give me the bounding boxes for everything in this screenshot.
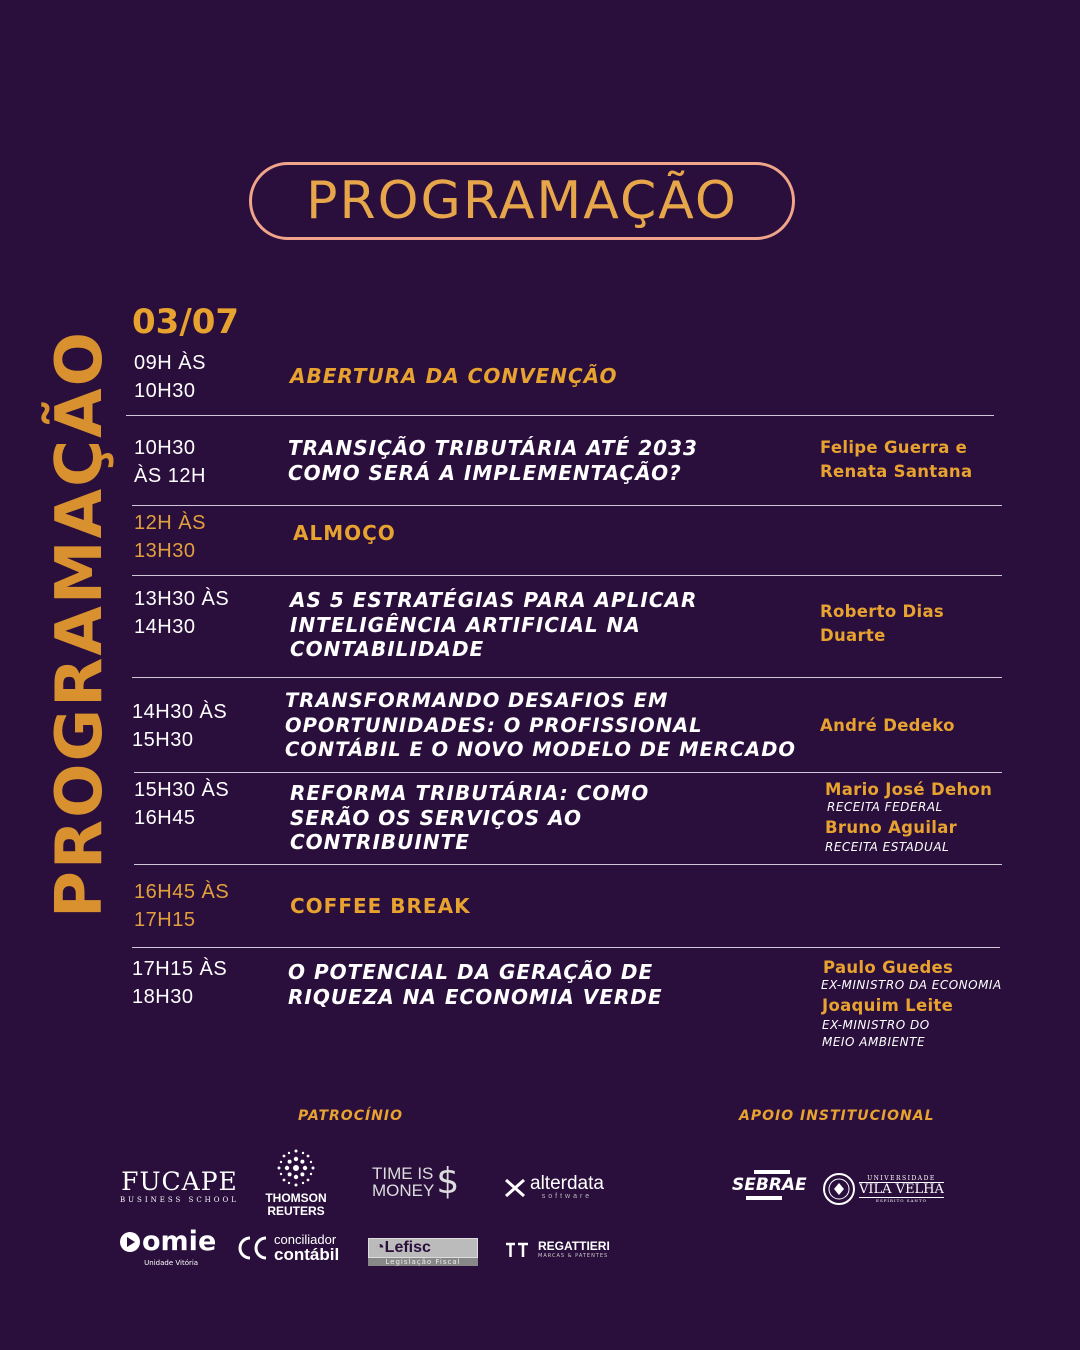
omie-play-icon xyxy=(120,1232,140,1252)
speaker-role: EX-MINISTRO DO MEIO AMBIENTE xyxy=(822,1018,930,1049)
title-pill xyxy=(249,162,795,240)
divider xyxy=(134,864,1002,865)
side-title: PROGRAMAÇÃO xyxy=(43,329,117,918)
speaker-name: Bruno Aguilar xyxy=(825,818,958,837)
time-is-money-logo: TIME IS MONEY $ xyxy=(372,1161,460,1202)
time-slot: 17H15 ÀS 18H30 xyxy=(132,958,228,1008)
talk-title: TRANSIÇÃO TRIBUTÁRIA ATÉ 2033 COMO SERÁ A IMPLEMENTAÇÃO? xyxy=(288,436,698,485)
uvv-logo: UNIVERSIDADE VILA VELHA ESPÍRITO SANTO xyxy=(822,1172,944,1206)
alterdata-mark-icon xyxy=(504,1178,526,1198)
speaker-names: Roberto Dias Duarte xyxy=(820,602,945,645)
alterdata-logo: alterdata software xyxy=(504,1175,604,1200)
talk-title: ABERTURA DA CONVENÇÃO xyxy=(290,364,618,388)
talk-title: AS 5 ESTRATÉGIAS PARA APLICAR INTELIGÊNCIA ARTIFICIAL NA CONTABILIDADE xyxy=(290,588,698,661)
divider xyxy=(132,677,1002,678)
speaker-names: André Dedeko xyxy=(820,716,955,735)
fucape-logo: FUCAPE BUSINESS SCHOOL xyxy=(120,1167,239,1204)
thomson-reuters-logo: THOMSON REUTERS xyxy=(260,1148,332,1218)
sebrae-logo: SEBRAE xyxy=(732,1170,806,1200)
omie-logo: omie Unidade Vitória xyxy=(120,1228,216,1267)
talk-title: REFORMA TRIBUTÁRIA: COMO SERÃO OS SERVIÇOS AO CONTRIBUINTE xyxy=(290,781,650,854)
divider xyxy=(126,415,994,416)
event-date: 03/07 xyxy=(132,302,240,342)
time-slot: 12H ÀS 13H30 xyxy=(134,512,206,562)
dollar-icon: $ xyxy=(436,1161,460,1202)
talk-title: ALMOÇO xyxy=(293,521,396,545)
time-slot: 16H45 ÀS 17H15 xyxy=(134,881,230,931)
speaker-name: Mario José Dehon xyxy=(825,780,993,799)
support-label: APOIO INSTITUCIONAL xyxy=(739,1108,935,1124)
speaker-name: Joaquim Leite xyxy=(822,996,954,1015)
time-slot: 10H30 ÀS 12H xyxy=(134,437,206,487)
regattieri-mark-icon xyxy=(504,1241,530,1259)
page-title: PROGRAMAÇÃO xyxy=(306,171,738,231)
time-slot: 09H ÀS 10H30 xyxy=(134,352,206,402)
speaker-role: EX-MINISTRO DA ECONOMIA xyxy=(821,978,1002,992)
divider xyxy=(132,575,1002,576)
divider xyxy=(132,505,1002,506)
speaker-role: RECEITA ESTADUAL xyxy=(825,840,950,854)
speaker-name: Paulo Guedes xyxy=(823,958,954,977)
conciliador-contabil-logo: conciliador contábil xyxy=(236,1233,339,1263)
talk-title: O POTENCIAL DA GERAÇÃO DE RIQUEZA NA ECONOMIA VERDE xyxy=(288,960,663,1009)
divider xyxy=(132,947,1000,948)
talk-title: TRANSFORMANDO DESAFIOS EM OPORTUNIDADES: O PROFISSIONAL CONTÁBIL E O NOVO MODELO DE MERCADO xyxy=(285,689,796,761)
regattieri-logo: REGATTIERI MARCAS & PATENTES xyxy=(504,1240,610,1259)
time-slot: 15H30 ÀS 16H45 xyxy=(134,779,230,829)
speaker-role: RECEITA FEDERAL xyxy=(827,800,943,814)
time-slot: 14H30 ÀS 15H30 xyxy=(132,701,228,751)
lefisc-logo: ◔Lefisc Legislação Fiscal xyxy=(368,1238,478,1266)
conciliador-mark-icon xyxy=(236,1234,272,1262)
time-slot: 13H30 ÀS 14H30 xyxy=(134,588,230,638)
sponsors-label: PATROCÍNIO xyxy=(298,1108,404,1124)
divider xyxy=(134,772,1002,773)
thomson-reuters-dots-icon xyxy=(274,1148,318,1188)
uvv-seal-icon xyxy=(822,1172,856,1206)
talk-title: COFFEE BREAK xyxy=(290,894,471,918)
lefisc-swirl-icon: ◔ xyxy=(375,1239,385,1256)
speaker-names: Felipe Guerra e Renata Santana xyxy=(820,438,973,481)
